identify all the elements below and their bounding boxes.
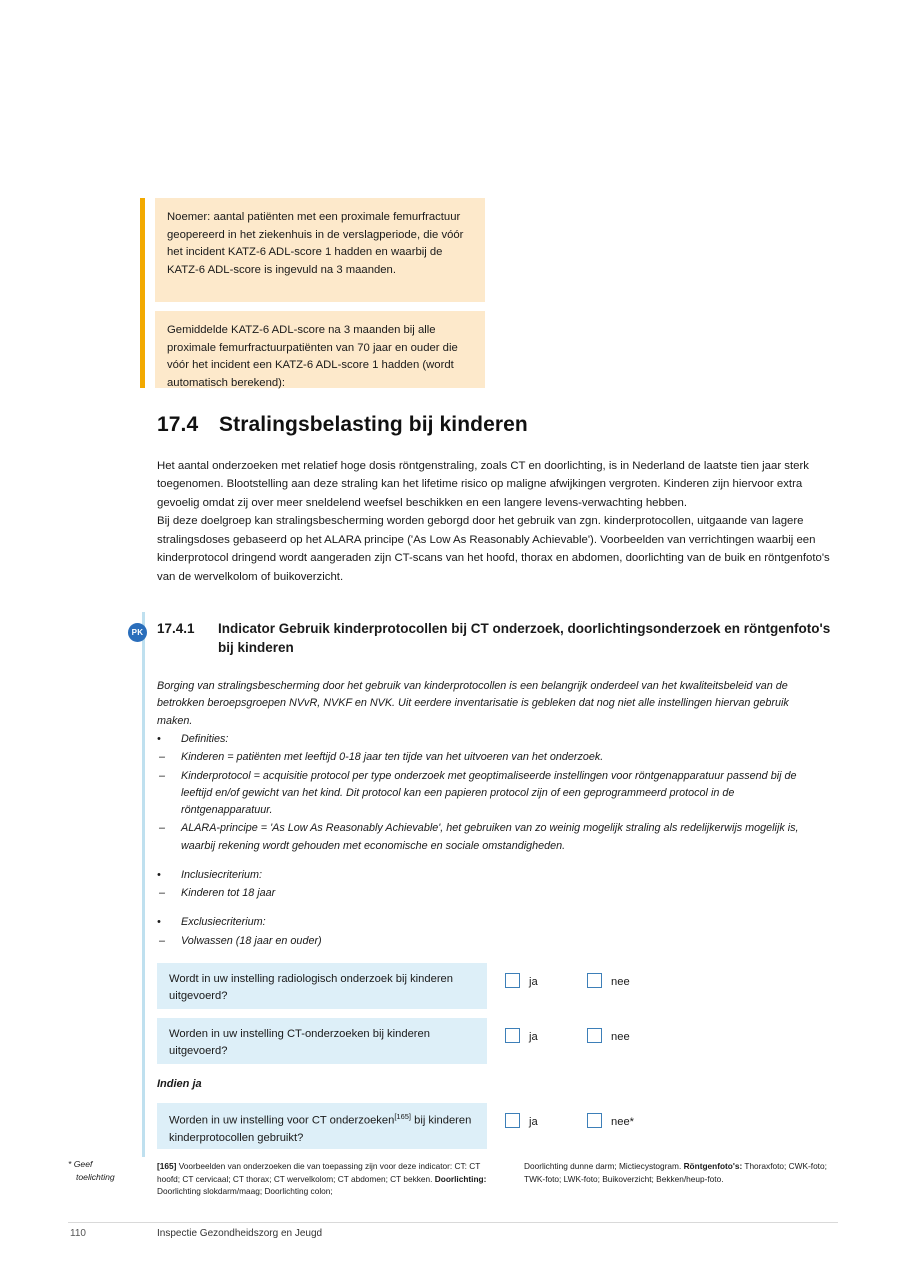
bullet-icon: • bbox=[157, 868, 161, 881]
list-item bbox=[157, 820, 827, 855]
footnote-left-column bbox=[157, 1160, 487, 1198]
section-heading bbox=[157, 413, 837, 437]
question-row-2 bbox=[157, 1018, 837, 1064]
inclusion-value: Kinderen tot 18 jaar bbox=[181, 887, 276, 900]
pk-badge-icon: PK bbox=[128, 623, 147, 642]
definition-kinderprotocol: Kinderprotocol = acquisitie protocol per type onderzoek met geoptimaliseerde instellingen voor röntgenapparatuur passend bij de leeftijd en/of gewicht van het kind. Dit protocol kan een papieren protocol zijn of een geprogrammeerd protocol in de röntgenapparatuur. bbox=[181, 769, 797, 817]
spacer bbox=[157, 856, 827, 867]
footnote-left-bold: Doorlichting: bbox=[434, 1173, 487, 1184]
question-row-1 bbox=[157, 963, 837, 1009]
indicator-lead-text: Borging van stralingsbescherming door het gebruik van kinderprotocollen is een belangrijk onderdeel van het kwaliteitsbeleid van de betrokken beroepsgroepen NVvR, NVKF en NVK. Uit eerdere inventarisatie is gebleken dat nog niet alle instellingen hiervan gebruik maken. bbox=[157, 680, 789, 727]
footnote-right-tail: Thoraxfoto; CWK-foto; TWK-foto; LWK-foto; Buikoverzicht; Bekken/heup-foto. bbox=[524, 1161, 827, 1184]
definition-kinderen: Kinderen = patiënten met leeftijd 0-18 jaar ten tijde van het uitvoeren van het onderzoek. bbox=[181, 751, 604, 764]
intro-paragraph-1: Het aantal onderzoeken met relatief hoge dosis röntgenstraling, zoals CT en doorlichting, is in Nederland de laatste tien jaar sterk toegenomen. Blootstelling aan deze straling kan het lifetime risico op maligne afwijkingen vergroten. Kinderen zijn hiervoor extra gevoelig omdat zij over meer sneldelend weefsel beschikken en een langere levens-verwachting hebben. bbox=[157, 460, 809, 509]
subsection-title: Indicator Gebruik kinderprotocollen bij CT onderzoek, doorlichtingsonderzoek en röntgenfoto's bij kinderen bbox=[218, 621, 831, 656]
footnote-left-tail: Doorlichting slokdarm/maag; Doorlichting colon; bbox=[157, 1186, 333, 1197]
footnote-star-line2: toelichting bbox=[76, 1171, 115, 1182]
answer-nee-3[interactable] bbox=[587, 1113, 634, 1128]
bullet-icon: • bbox=[157, 916, 161, 929]
answer-label: nee* bbox=[611, 1116, 635, 1128]
footnote-star bbox=[68, 1158, 138, 1184]
subsection-heading bbox=[128, 619, 838, 657]
top-box-group bbox=[140, 198, 485, 388]
checkbox-icon[interactable] bbox=[505, 973, 520, 988]
list-item-bullet bbox=[157, 731, 827, 748]
answer-ja-3[interactable] bbox=[505, 1113, 538, 1128]
footnote-ref-165: [165] bbox=[394, 1112, 412, 1121]
indien-ja-label: Indien ja bbox=[157, 1078, 202, 1090]
question-text-3-post: bij kinderen kinderprotocollen gebruikt? bbox=[169, 1114, 472, 1144]
footer-divider bbox=[68, 1222, 838, 1223]
dash-icon: – bbox=[159, 887, 166, 900]
footnote-right-head: Doorlichting dunne darm; Mictiecystogram. bbox=[524, 1161, 684, 1171]
indicator-accent-rule bbox=[142, 612, 145, 1157]
answer-ja-2[interactable] bbox=[505, 1028, 538, 1043]
answer-ja-1[interactable] bbox=[505, 973, 538, 988]
exclusion-value: Volwassen (18 jaar en ouder) bbox=[181, 934, 322, 947]
dash-icon: – bbox=[159, 934, 166, 947]
answer-label: nee bbox=[611, 976, 630, 988]
definition-alara: ALARA-principe = 'As Low As Reasonably Achievable', het gebruiken van zo weinig mogelijk straling als redelijkerwijs mogelijk is, waarbij rekening wordt gehouden met economische en sociale omstandigheden. bbox=[181, 822, 799, 852]
footnote-star-line1: * Geef bbox=[68, 1159, 93, 1169]
definitions-list bbox=[157, 731, 827, 951]
section-number: 17.4 bbox=[157, 413, 199, 436]
checkbox-icon[interactable] bbox=[587, 973, 602, 988]
question-text-2: Worden in uw instelling CT-onderzoeken bij kinderen uitgevoerd? bbox=[157, 1018, 487, 1064]
list-item bbox=[157, 885, 827, 902]
inclusion-header: Inclusiecriterium: bbox=[181, 868, 262, 881]
checkbox-icon[interactable] bbox=[587, 1113, 602, 1128]
question-text-3 bbox=[157, 1103, 487, 1149]
checkbox-icon[interactable] bbox=[505, 1113, 520, 1128]
list-item bbox=[157, 933, 827, 950]
subsection-number: 17.4.1 bbox=[157, 621, 195, 636]
dash-icon: – bbox=[159, 769, 166, 782]
question-text-1: Wordt in uw instelling radiologisch onderzoek bij kinderen uitgevoerd? bbox=[157, 963, 487, 1009]
question-row-3 bbox=[157, 1103, 837, 1149]
list-item-bullet bbox=[157, 914, 827, 931]
spacer bbox=[157, 903, 827, 914]
dash-icon: – bbox=[159, 751, 166, 764]
answer-nee-1[interactable] bbox=[587, 973, 630, 988]
answer-nee-2[interactable] bbox=[587, 1028, 630, 1043]
section-intro bbox=[157, 457, 832, 586]
gemiddelde-box: Gemiddelde KATZ-6 ADL-score na 3 maanden bij alle proximale femurfractuurpatiënten van 70 jaar en ouder die vóór het incident een KATZ-6 ADL-score 1 hadden (wordt automatisch berekend): bbox=[155, 311, 485, 388]
intro-paragraph-2: Bij deze doelgroep kan stralingsbescherming worden geborgd door het gebruik van zgn. kinderprotocollen, uitgaande van lagere stralingsdoses gebaseerd op het ALARA principe ('As Low As Reasonably Achievable'). Voorbeelden van verrichtingen waarbij een kinderprotocol dringend wordt aangeraden zijn CT-scans van het hoofd, thorax en abdomen, doorlichting van de buik en röntgenfoto's van de wervelkolom of buikoverzicht. bbox=[157, 515, 830, 583]
page-number: 110 bbox=[70, 1228, 86, 1239]
footnote-marker: [165] bbox=[157, 1161, 177, 1171]
definitions-header: Definities: bbox=[181, 733, 229, 745]
list-item bbox=[157, 749, 827, 766]
footnote-left-text: Voorbeelden van onderzoeken die van toepassing zijn voor deze indicator: CT: CT hoofd; CT cervicaal; CT thorax; CT wervelkolom; CT abdomen; CT bekken. bbox=[157, 1161, 481, 1184]
list-item-bullet bbox=[157, 867, 827, 884]
dash-icon: – bbox=[159, 822, 166, 835]
section-title: Stralingsbelasting bij kinderen bbox=[219, 413, 528, 436]
bullet-icon: • bbox=[157, 733, 161, 745]
checkbox-icon[interactable] bbox=[505, 1028, 520, 1043]
footer-title: Inspectie Gezondheidszorg en Jeugd bbox=[157, 1228, 323, 1239]
answer-label: nee bbox=[611, 1031, 630, 1043]
question-text-3-pre: Worden in uw instelling voor CT onderzoeken bbox=[169, 1114, 395, 1127]
noemer-box: Noemer: aantal patiënten met een proximale femurfractuur geopereerd in het ziekenhuis in de verslagperiode, die vóór het incident KATZ-6 ADL-score 1 hadden en waarbij de KATZ-6 ADL-score is ingevuld na 3 maanden. bbox=[155, 198, 485, 302]
answer-label: ja bbox=[529, 1031, 538, 1043]
exclusion-header: Exclusiecriterium: bbox=[181, 916, 266, 929]
footnote-right-column bbox=[524, 1160, 844, 1185]
orange-accent-bar bbox=[140, 198, 145, 388]
checkbox-icon[interactable] bbox=[587, 1028, 602, 1043]
list-item bbox=[157, 768, 827, 820]
answer-label: ja bbox=[529, 976, 538, 988]
answer-label: ja bbox=[529, 1116, 538, 1128]
footnote-right-bold: Röntgenfoto's: bbox=[683, 1161, 743, 1171]
